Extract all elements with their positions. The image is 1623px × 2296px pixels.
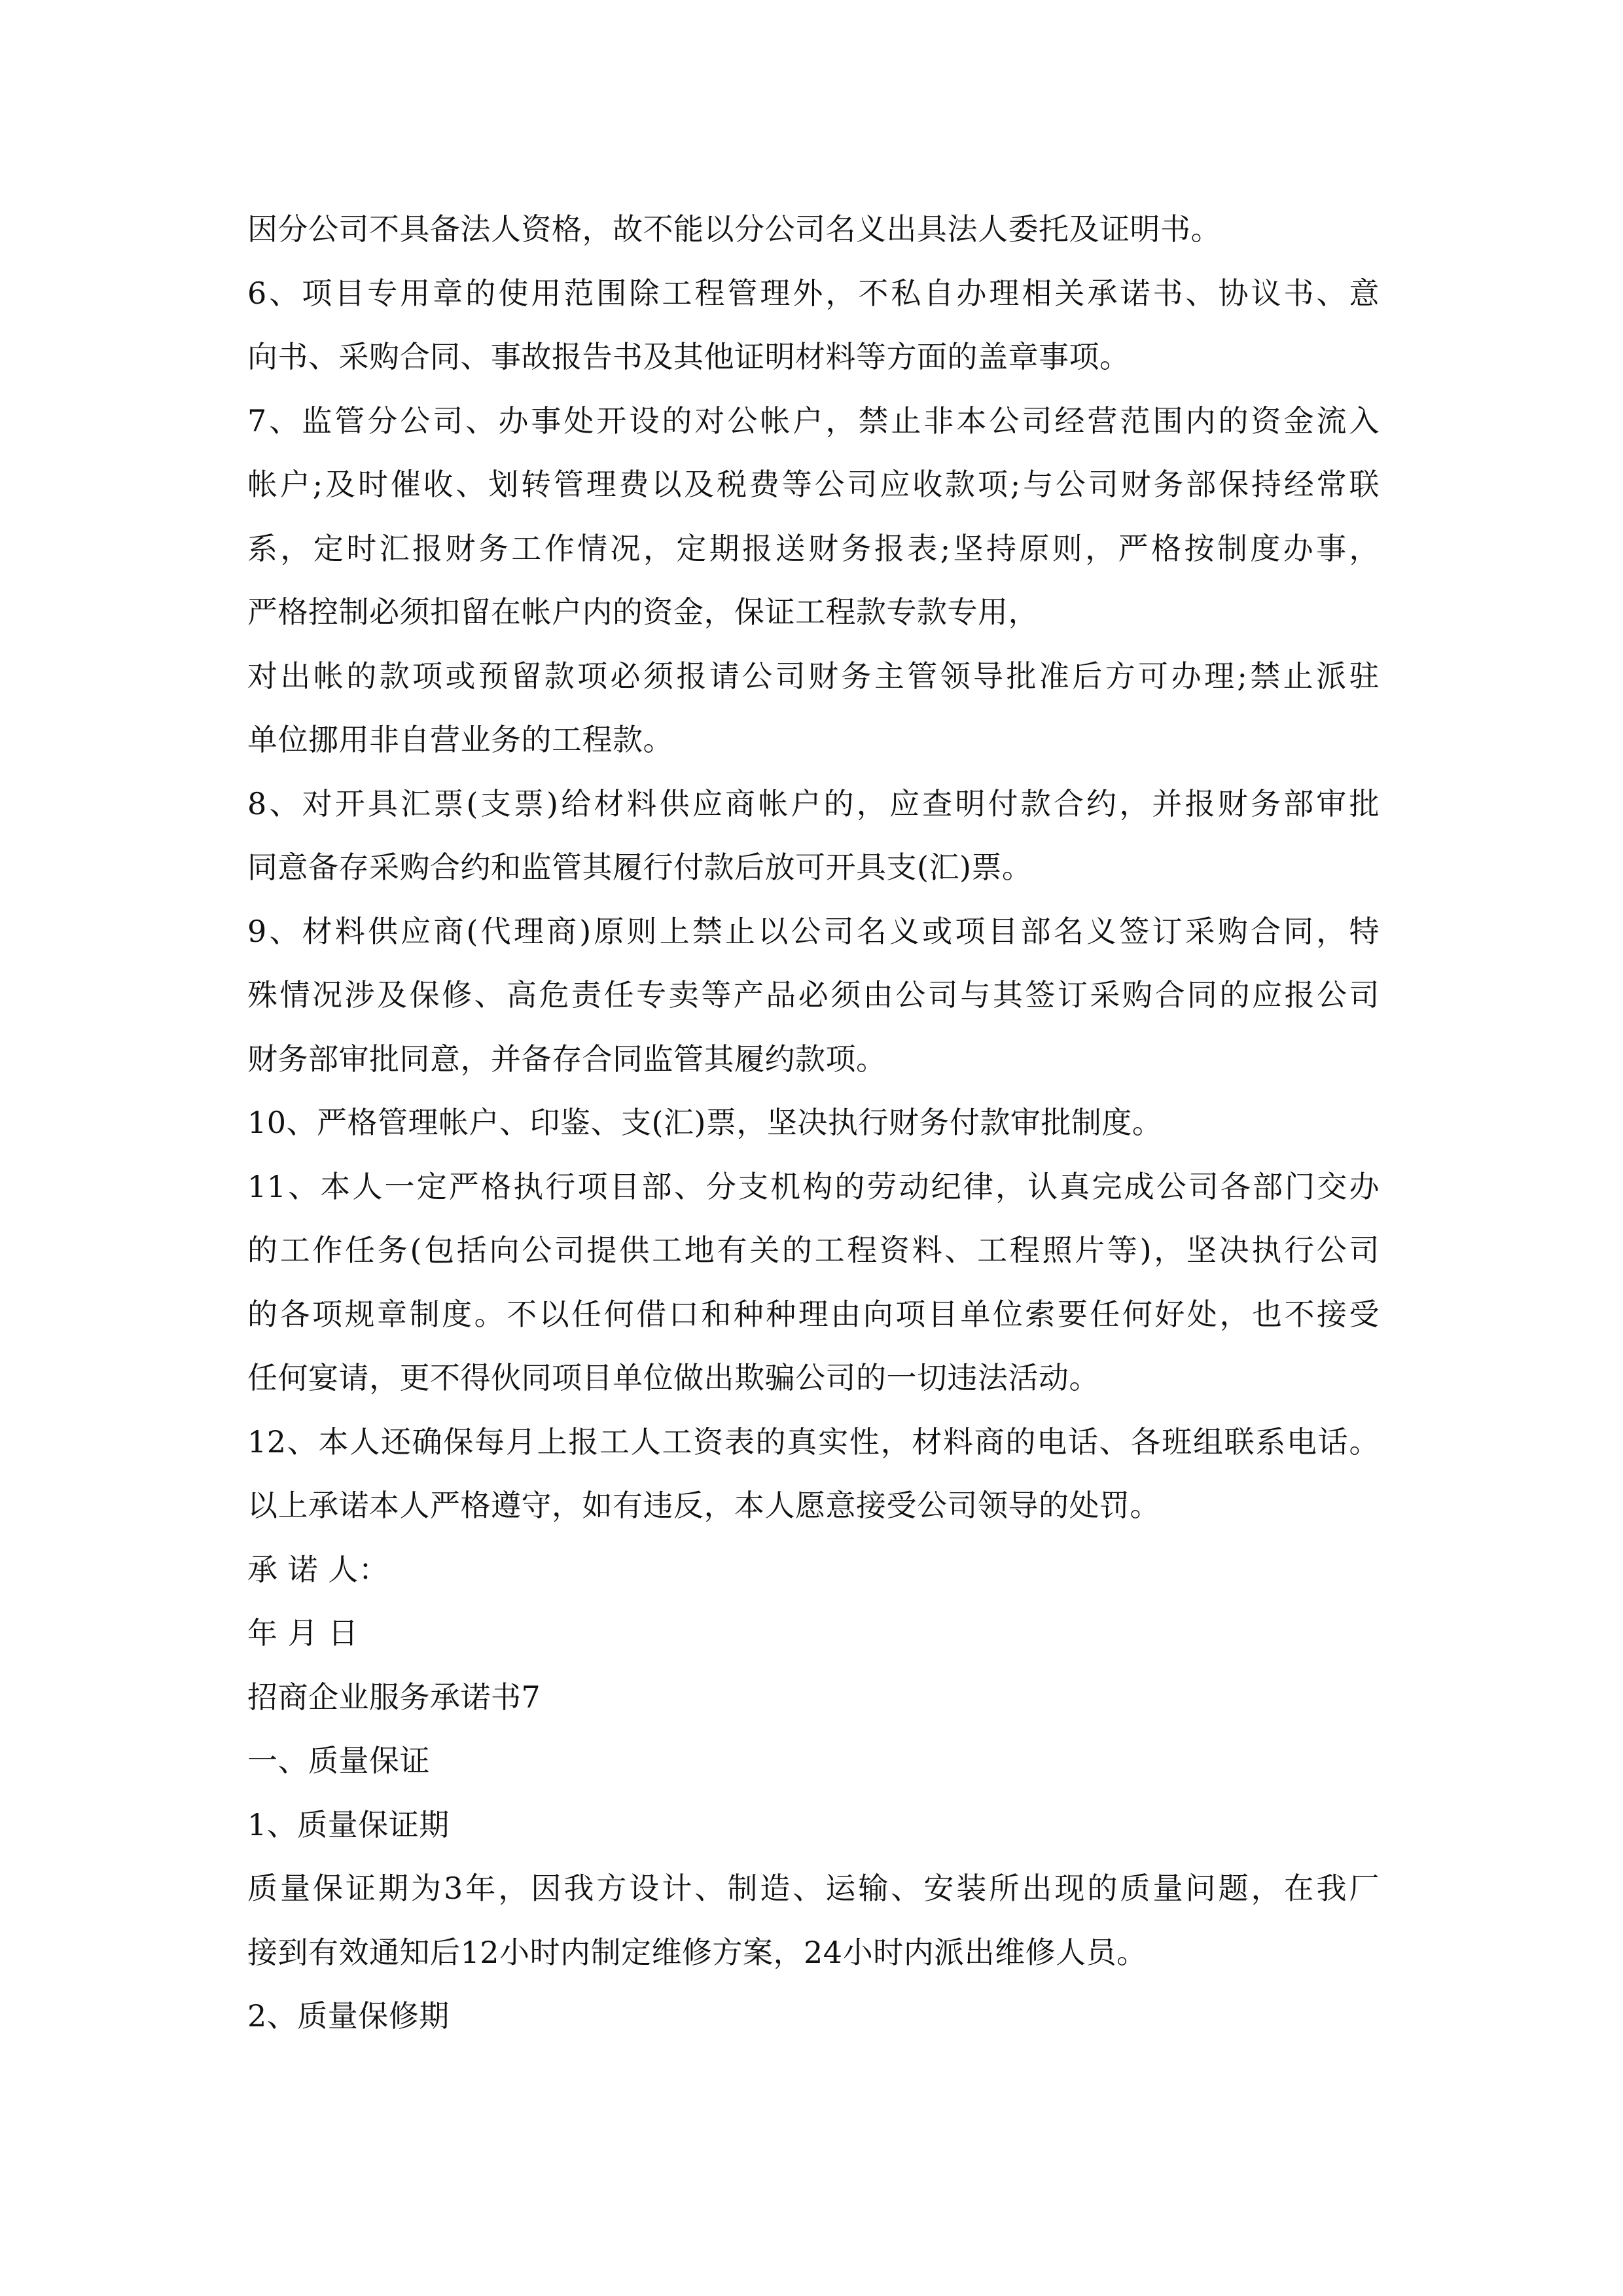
text-line: 向书、采购合同、事故报告书及其他证明材料等方面的盖章事项。 bbox=[247, 339, 1130, 374]
text-line: 单位挪用非自营业务的工程款。 bbox=[247, 722, 673, 757]
text-line: 的各项规章制度。不以任何借口和种种理由向项目单位索要任何好处，也不接受 bbox=[247, 1296, 1380, 1332]
text-line: 任何宴请，更不得伙同项目单位做出欺骗公司的一切违法活动。 bbox=[247, 1360, 1099, 1395]
text-line: 10、严格管理帐户、印鉴、支(汇)票，坚决执行财务付款审批制度。 bbox=[247, 1105, 1163, 1140]
text-line: 同意备存采购合约和监管其履行付款后放可开具支(汇)票。 bbox=[247, 850, 1033, 885]
text-line: 以上承诺本人严格遵守，如有违反，本人愿意接受公司领导的处罚。 bbox=[247, 1488, 1160, 1523]
text-line: 11、本人一定严格执行项目部、分支机构的劳动纪律，认真完成公司各部门交办 bbox=[247, 1168, 1380, 1204]
section-heading: 一、质量保证 bbox=[247, 1743, 430, 1778]
text-line: 因分公司不具备法人资格，故不能以分公司名义出具法人委托及证明书。 bbox=[247, 211, 1221, 247]
signature-label: 承 诺 人： bbox=[247, 1551, 389, 1587]
text-line: 接到有效通知后12小时内制定维修方案，24小时内派出维修人员。 bbox=[247, 1934, 1147, 1970]
text-line: 财务部审批同意，并备存合同监管其履约款项。 bbox=[247, 1041, 887, 1077]
text-line: 8、对开具汇票(支票)给材料供应商帐户的，应查明付款合约，并报财务部审批 bbox=[247, 785, 1380, 821]
text-line: 帐户;及时催收、划转管理费以及税费等公司应收款项;与公司财务部保持经常联 bbox=[247, 467, 1380, 502]
text-line: 12、本人还确保每月上报工人工资表的真实性，材料商的电话、各班组联系电话。 bbox=[247, 1424, 1380, 1460]
text-line: 对出帐的款项或预留款项必须报请公司财务主管领导批准后方可办理;禁止派驻 bbox=[247, 658, 1380, 694]
text-line: 6、项目专用章的使用范围除工程管理外，不私自办理相关承诺书、协议书、意 bbox=[247, 275, 1380, 311]
subsection-heading: 2、质量保修期 bbox=[247, 1998, 450, 2034]
text-line: 9、材料供应商(代理商)原则上禁止以公司名义或项目部名义签订采购合同，特 bbox=[247, 913, 1380, 949]
text-line: 殊情况涉及保修、高危责任专卖等产品必须由公司与其签订采购合同的应报公司 bbox=[247, 977, 1380, 1013]
text-line: 系，定时汇报财务工作情况，定期报送财务报表;坚持原则，严格按制度办事， bbox=[247, 530, 1380, 566]
text-line: 严格控制必须扣留在帐户内的资金，保证工程款专款专用， bbox=[247, 594, 1039, 630]
section-title: 招商企业服务承诺书7 bbox=[247, 1679, 541, 1715]
text-line: 7、监管分公司、办事处开设的对公帐户，禁止非本公司经营范围内的资金流入 bbox=[247, 403, 1380, 439]
date-label: 年 月 日 bbox=[247, 1615, 359, 1651]
text-line: 质量保证期为3年，因我方设计、制造、运输、安装所出现的质量问题，在我厂 bbox=[247, 1871, 1380, 1906]
subsection-heading: 1、质量保证期 bbox=[247, 1806, 450, 1842]
text-line: 的工作任务(包括向公司提供工地有关的工程资料、工程照片等)，坚决执行公司 bbox=[247, 1232, 1380, 1268]
document-body bbox=[247, 198, 1380, 2049]
